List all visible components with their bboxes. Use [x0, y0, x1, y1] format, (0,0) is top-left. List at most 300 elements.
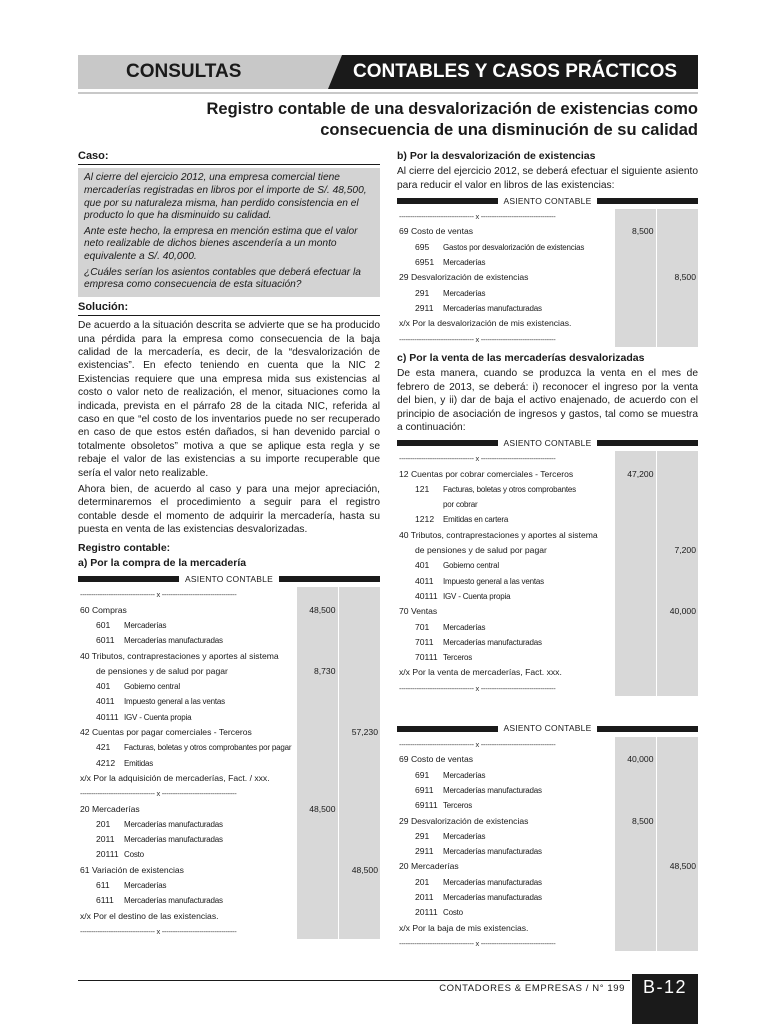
entry-row	[397, 635, 698, 650]
account-name: Costo	[124, 850, 144, 860]
entry-description: de pensiones y de salud por pagar	[96, 665, 228, 676]
entry-label-text: ASIENTO CONTABLE	[185, 573, 273, 584]
entry-row	[397, 528, 698, 543]
account-name: Mercaderías manufacturadas	[443, 637, 542, 647]
credit-amount	[656, 558, 698, 573]
debit-amount	[296, 618, 338, 633]
debit-amount	[614, 921, 656, 936]
entry-description	[397, 829, 614, 844]
account-name: Mercaderías	[124, 621, 167, 630]
entry-row	[78, 832, 380, 847]
credit-amount	[338, 848, 380, 863]
entry-description: ---------------------------------- x ----------------------------------	[399, 938, 556, 948]
account-name: Costo	[443, 908, 463, 918]
account-code: 40111	[96, 711, 119, 722]
debit-amount	[296, 878, 338, 893]
entry-description: 12 Cuentas por cobrar comerciales - Terceros	[399, 468, 574, 479]
debit-amount	[296, 909, 338, 924]
entry-row	[397, 752, 698, 767]
account-name: Mercaderías manufacturadas	[443, 892, 542, 902]
entry-description	[397, 905, 614, 920]
credit-amount	[338, 679, 380, 694]
debit-amount	[296, 725, 338, 740]
account-name: Terceros	[443, 801, 473, 811]
banner-underline	[78, 92, 698, 94]
entry-row	[397, 270, 698, 285]
entry-description	[397, 255, 614, 270]
title-line-2: consecuencia de una disminución de su calidad	[320, 121, 698, 139]
credit-amount	[656, 467, 698, 482]
entry-row	[78, 649, 380, 664]
entry-description: de pensiones y de salud por pagar	[415, 545, 547, 556]
debit-amount	[614, 316, 656, 331]
credit-amount	[656, 752, 698, 767]
solution-paragraph-1: De acuerdo a la situación descrita se advierte que se ha producido una pérdida para la empresa como consecuencia de la baja calidad de la mercadería, es decir, de la “desvalorización de existencias”. En efecto teniendo en cuenta que la NIC 2 Existencias requiere que una empresa mida sus existencias al costo o valor neto de realización, el menor, situaciones como la indicada, prevista en el párrafo 28 de la citada NIC, referida al caso en que “el costo de los inventarios puede no ser recuperado en caso de que estos estén dañados, si han devenido parcial o totalmente obsoletos” motiva a que se aplique esta regla y se rebaje el valor de las existencias a su importe recuperable que sería el valor neto realizable.	[78, 320, 380, 479]
section-label-right: CONTABLES Y CASOS PRÁCTICOS	[353, 61, 678, 82]
account-name: Emitidas	[124, 758, 154, 768]
account-code: 201	[415, 876, 430, 887]
entry-description	[397, 620, 614, 635]
credit-amount	[656, 316, 698, 331]
entry-label-b	[397, 196, 698, 206]
entry-row	[397, 240, 698, 255]
entry-description: 40 Tributos, contraprestaciones y aportes al sistema	[80, 650, 279, 661]
entry-row	[397, 681, 698, 696]
entry-row	[397, 255, 698, 270]
account-code: 701	[415, 621, 430, 632]
account-name: Mercaderías	[443, 258, 486, 268]
entry-description	[397, 286, 614, 301]
account-code: 6951	[415, 257, 435, 268]
entry-row	[78, 618, 380, 633]
account-name: Mercaderías	[443, 831, 486, 841]
debit-amount	[296, 679, 338, 694]
credit-amount: 57,230	[338, 725, 380, 740]
entry-row	[78, 756, 380, 771]
case-box	[78, 168, 380, 296]
credit-amount	[656, 513, 698, 528]
entry-description	[78, 633, 296, 648]
account-code: 691	[415, 769, 430, 780]
debit-amount	[296, 893, 338, 908]
entry-description	[397, 497, 614, 512]
publication-name: CONTADORES & EMPRESAS / N° 199	[439, 983, 625, 994]
debit-amount: 40,000	[614, 752, 656, 767]
debit-amount	[614, 497, 656, 512]
label-bar	[279, 576, 380, 582]
entry-row	[78, 848, 380, 863]
credit-amount	[656, 875, 698, 890]
credit-amount	[656, 768, 698, 783]
solution-heading: Solución:	[78, 301, 380, 316]
account-name: Mercaderías	[443, 770, 486, 780]
entry-description	[78, 817, 296, 832]
entry-row	[397, 905, 698, 920]
entry-description	[397, 558, 614, 573]
case-paragraph-2: Ante este hecho, la empresa en mención estima que el valor neto realizable de dichos bienes ascendería a un monto equivalente a S/. 40,000.	[84, 225, 358, 262]
account-name: Facturas, boletas y otros comprobantes	[443, 484, 576, 494]
credit-amount	[338, 832, 380, 847]
account-code: 7011	[415, 636, 434, 647]
entry-row	[78, 878, 380, 893]
credit-amount	[656, 301, 698, 316]
debit-amount	[296, 771, 338, 786]
entry-description	[397, 240, 614, 255]
entry-row	[78, 603, 380, 618]
entry-description: 40 Tributos, contraprestaciones y aportes al sistema	[399, 529, 598, 540]
entry-label-text: ASIENTO CONTABLE	[503, 195, 592, 206]
account-code: 1212	[415, 514, 435, 525]
account-code: 291	[415, 287, 430, 298]
entry-label-c1	[397, 438, 698, 448]
credit-amount	[338, 633, 380, 648]
account-name: IGV - Cuenta propia	[124, 712, 192, 722]
entry-row	[397, 332, 698, 347]
entry-description: 20 Mercaderías	[80, 803, 140, 814]
account-name: Impuesto general a las ventas	[443, 576, 544, 586]
credit-amount	[338, 786, 380, 801]
entry-row	[397, 589, 698, 604]
account-name: IGV - Cuenta propia	[443, 591, 511, 601]
credit-amount	[656, 255, 698, 270]
entry-row	[397, 451, 698, 466]
entry-row	[397, 225, 698, 240]
debit-amount	[296, 786, 338, 801]
account-code: 2911	[415, 302, 434, 313]
credit-amount	[656, 482, 698, 497]
debit-amount	[296, 633, 338, 648]
credit-amount	[656, 635, 698, 650]
debit-amount	[614, 270, 656, 285]
debit-amount	[614, 635, 656, 650]
debit-amount	[296, 710, 338, 725]
account-code: 6111	[96, 895, 114, 906]
credit-amount	[656, 528, 698, 543]
label-bar	[597, 198, 698, 204]
credit-amount	[656, 286, 698, 301]
account-code: 6911	[415, 784, 434, 795]
entry-row	[78, 863, 380, 878]
entry-row	[397, 890, 698, 905]
entry-description	[78, 756, 296, 771]
subsection-c-heading: c) Por la venta de las mercaderías desvalorizadas	[397, 351, 645, 364]
account-code: 4011	[96, 696, 115, 707]
entry-description: x/x Por la desvalorización de mis existencias.	[399, 318, 572, 329]
entry-row	[397, 737, 698, 752]
debit-amount	[614, 209, 656, 224]
entry-description	[78, 878, 296, 893]
article-title	[110, 99, 698, 141]
credit-amount	[656, 921, 698, 936]
journal-entry-c2	[397, 737, 698, 951]
entry-description	[78, 618, 296, 633]
entry-description: ---------------------------------- x ----------------------------------	[80, 590, 237, 600]
debit-amount	[614, 737, 656, 752]
credit-amount	[656, 798, 698, 813]
debit-amount	[296, 848, 338, 863]
account-code: 121	[415, 483, 430, 494]
debit-amount	[614, 604, 656, 619]
account-name: Mercaderías manufacturadas	[124, 835, 223, 845]
label-bar	[597, 726, 698, 732]
case-paragraph-3: ¿Cuáles serían los asientos contables que deberá efectuar la empresa como consecuencia de esta situación?	[84, 266, 361, 291]
debit-amount	[614, 783, 656, 798]
account-name: Mercaderías	[124, 881, 167, 891]
entry-description	[397, 844, 614, 859]
credit-amount	[338, 802, 380, 817]
account-name: Emitidas en cartera	[443, 515, 509, 525]
debit-amount	[614, 558, 656, 573]
entry-row	[397, 467, 698, 482]
account-code: 20111	[415, 907, 438, 918]
debit-amount	[614, 255, 656, 270]
debit-amount	[614, 859, 656, 874]
credit-amount	[656, 844, 698, 859]
account-code: 401	[96, 681, 111, 692]
account-name: Mercaderías manufacturadas	[124, 636, 223, 646]
registro-heading: Registro contable:	[78, 541, 171, 554]
entry-description: ---------------------------------- x ----------------------------------	[399, 334, 556, 344]
entry-description	[78, 893, 296, 908]
entry-description: x/x Por la venta de mercaderías, Fact. xxx.	[399, 667, 562, 678]
entry-description: ---------------------------------- x ----------------------------------	[399, 683, 556, 693]
left-column	[78, 150, 380, 939]
debit-amount	[614, 681, 656, 696]
entry-row	[397, 875, 698, 890]
debit-amount	[614, 301, 656, 316]
account-code: 2011	[96, 834, 115, 845]
entry-row	[397, 768, 698, 783]
entry-row	[397, 844, 698, 859]
account-name: Mercaderías	[443, 288, 486, 298]
entry-row	[397, 829, 698, 844]
credit-amount	[338, 649, 380, 664]
credit-amount	[338, 740, 380, 755]
case-heading: Caso:	[78, 150, 380, 165]
debit-amount	[614, 650, 656, 665]
credit-amount	[338, 924, 380, 939]
account-code: 601	[96, 620, 111, 630]
case-paragraph-1: Al cierre del ejercicio 2012, una empresa comercial tiene mercaderías registradas en libros por el importe de S/. 48,500, que por su naturaleza misma, han perdido consistencia en el producto lo que ha disminuido su calidad.	[84, 172, 367, 222]
entry-description	[397, 798, 614, 813]
entry-row	[78, 771, 380, 786]
entry-row	[397, 558, 698, 573]
debit-amount	[614, 875, 656, 890]
debit-amount	[614, 240, 656, 255]
journal-entry-a	[78, 587, 380, 939]
account-code: 4212	[96, 757, 116, 768]
debit-amount	[296, 649, 338, 664]
credit-amount	[656, 240, 698, 255]
account-name: Gobierno central	[124, 682, 180, 692]
account-code: 421	[96, 742, 111, 753]
entry-description	[78, 710, 296, 725]
entry-label-c2	[397, 724, 698, 734]
entry-row	[397, 650, 698, 665]
account-code: 291	[415, 830, 430, 841]
entry-row	[397, 665, 698, 680]
debit-amount	[296, 587, 338, 602]
credit-amount	[656, 589, 698, 604]
entry-row	[78, 587, 380, 602]
entry-row	[78, 633, 380, 648]
debit-amount	[296, 817, 338, 832]
account-name: Impuesto general a las ventas	[124, 697, 225, 707]
debit-amount	[614, 589, 656, 604]
entry-description	[78, 740, 296, 755]
entry-description: 69 Costo de ventas	[399, 754, 474, 765]
solution-paragraph-2: Ahora bien, de acuerdo al caso y para una mejor apreciación, determinaremos el procedimiento a seguir para el registro contable desde el momento de adquirir la mercadería, hasta su puesta en venta de las existencias desvalorizadas.	[78, 484, 380, 536]
footer-rule	[78, 980, 630, 981]
entry-label-text: ASIENTO CONTABLE	[503, 437, 592, 448]
debit-amount	[614, 768, 656, 783]
credit-amount: 7,200	[656, 543, 698, 558]
credit-amount	[656, 681, 698, 696]
credit-amount: 48,500	[656, 859, 698, 874]
debit-amount	[614, 798, 656, 813]
credit-amount: 8,500	[656, 270, 698, 285]
entry-row	[78, 817, 380, 832]
credit-amount	[656, 814, 698, 829]
entry-row	[78, 786, 380, 801]
credit-amount	[656, 620, 698, 635]
entry-description: 70 Ventas	[399, 606, 438, 617]
entry-row	[78, 909, 380, 924]
account-name: Mercaderías manufacturadas	[443, 847, 542, 857]
account-code: 70111	[415, 652, 438, 663]
label-bar	[597, 440, 698, 446]
credit-amount	[338, 710, 380, 725]
debit-amount	[296, 832, 338, 847]
account-code: 20111	[96, 849, 119, 860]
debit-amount: 8,500	[614, 225, 656, 240]
account-code: 2911	[415, 846, 434, 857]
entry-row	[397, 497, 698, 512]
entry-row	[397, 209, 698, 224]
credit-amount: 40,000	[656, 604, 698, 619]
credit-amount	[338, 817, 380, 832]
entry-description: ---------------------------------- x ----------------------------------	[80, 789, 237, 799]
account-name: Mercaderías manufacturadas	[443, 303, 542, 313]
credit-amount	[656, 665, 698, 680]
credit-amount	[656, 737, 698, 752]
entry-description	[78, 832, 296, 847]
debit-amount	[296, 740, 338, 755]
right-column	[397, 150, 698, 951]
entry-row	[397, 936, 698, 951]
entry-row	[397, 798, 698, 813]
entry-description: x/x Por la baja de mis existencias.	[399, 922, 529, 933]
debit-amount	[614, 574, 656, 589]
entry-row	[78, 664, 380, 679]
credit-amount	[656, 890, 698, 905]
label-bar	[397, 198, 498, 204]
entry-row	[78, 740, 380, 755]
journal-entry-b	[397, 209, 698, 347]
entry-description: x/x Por la adquisición de mercaderías, Fact. / xxx.	[80, 772, 270, 783]
credit-amount	[656, 225, 698, 240]
debit-amount: 8,500	[614, 814, 656, 829]
account-code: 201	[96, 818, 111, 829]
account-name: Mercaderías manufacturadas	[443, 785, 542, 795]
entry-row	[397, 316, 698, 331]
entry-description: ---------------------------------- x ----------------------------------	[80, 926, 237, 936]
label-bar	[397, 726, 498, 732]
entry-description	[397, 875, 614, 890]
account-code: 69111	[415, 800, 438, 811]
account-name: Mercaderías manufacturadas	[124, 819, 223, 829]
debit-amount	[614, 286, 656, 301]
debit-amount: 48,500	[296, 603, 338, 618]
debit-amount	[614, 513, 656, 528]
entry-row	[397, 859, 698, 874]
credit-amount	[338, 603, 380, 618]
account-code: 6011	[96, 635, 115, 646]
credit-amount	[656, 829, 698, 844]
entry-row	[78, 695, 380, 710]
debit-amount	[614, 890, 656, 905]
debit-amount	[614, 844, 656, 859]
debit-amount	[614, 620, 656, 635]
entry-description	[397, 513, 614, 528]
account-name: Terceros	[443, 653, 473, 663]
debit-amount	[296, 924, 338, 939]
credit-amount	[656, 332, 698, 347]
entry-description	[78, 848, 296, 863]
entry-description	[78, 679, 296, 694]
entry-description: x/x Por el destino de las existencias.	[80, 910, 219, 921]
account-code: 40111	[415, 590, 438, 601]
title-line-1: Registro contable de una desvalorización de existencias como	[206, 100, 698, 118]
entry-row	[397, 301, 698, 316]
entry-row	[397, 513, 698, 528]
account-name: Mercaderías manufacturadas	[124, 896, 223, 906]
credit-amount	[338, 756, 380, 771]
entry-description: ---------------------------------- x ----------------------------------	[399, 740, 556, 750]
entry-row	[78, 679, 380, 694]
entry-description	[397, 574, 614, 589]
debit-amount	[614, 936, 656, 951]
entry-row	[397, 783, 698, 798]
credit-amount	[656, 936, 698, 951]
entry-row	[78, 710, 380, 725]
entry-description	[397, 482, 614, 497]
debit-amount	[614, 905, 656, 920]
credit-amount	[656, 209, 698, 224]
credit-amount	[338, 695, 380, 710]
credit-amount	[656, 574, 698, 589]
account-name: Mercaderías	[443, 622, 486, 632]
account-code: 695	[415, 241, 430, 252]
account-code: 611	[96, 880, 110, 891]
account-code: 4011	[415, 575, 434, 586]
entry-description: 29 Desvalorización de existencias	[399, 815, 529, 826]
credit-amount	[338, 618, 380, 633]
entry-row	[397, 604, 698, 619]
entry-row	[397, 574, 698, 589]
debit-amount	[296, 863, 338, 878]
entry-description	[397, 768, 614, 783]
entry-label-a	[78, 574, 380, 584]
entry-row	[397, 620, 698, 635]
debit-amount	[296, 695, 338, 710]
credit-amount	[338, 909, 380, 924]
subsection-a-heading: a) Por la compra de la mercadería	[78, 557, 247, 570]
entry-description	[397, 635, 614, 650]
credit-amount	[656, 905, 698, 920]
debit-amount	[296, 756, 338, 771]
entry-description	[397, 589, 614, 604]
